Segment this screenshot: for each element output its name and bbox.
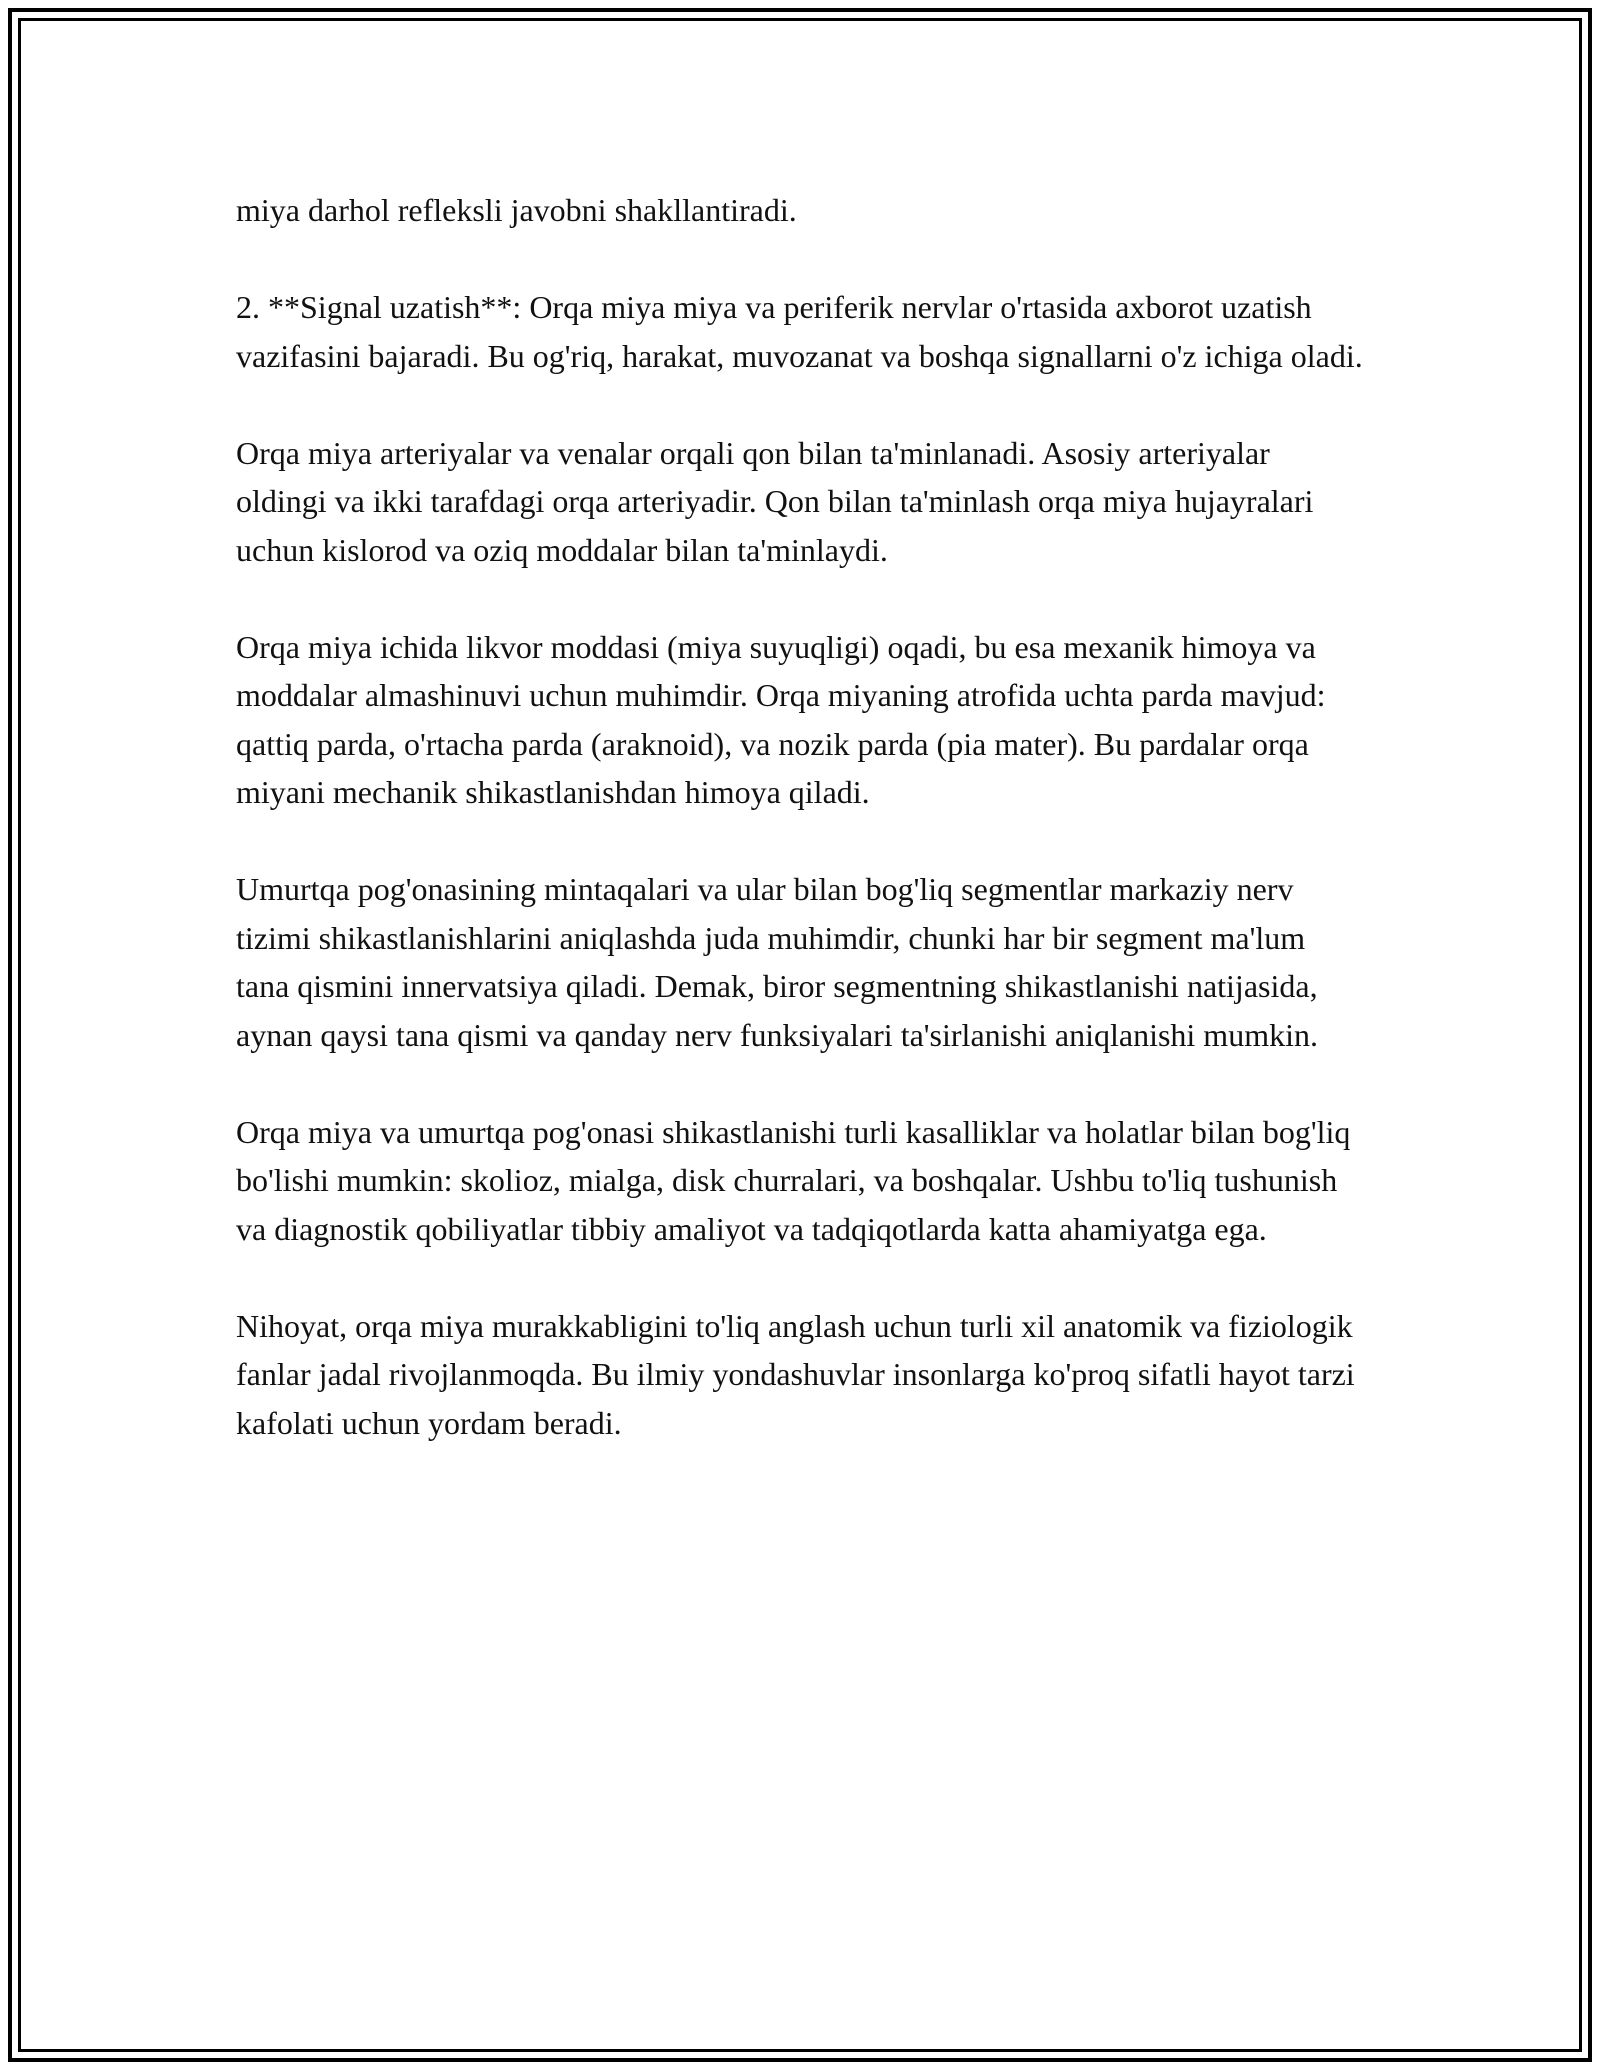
paragraph-signal-transmission: 2. **Signal uzatish**: Orqa miya miya va periferik nervlar o'rtasida axborot uzatish vazifasini bajaradi. Bu og'riq, harakat, muvozanat va boshqa signallarni o'z ichiga oladi. <box>236 289 1363 374</box>
paragraph-blood-supply: Orqa miya arteriyalar va venalar orqali qon bilan ta'minlanadi. Asosiy arteriyalar oldingi va ikki tarafdagi orqa arteriyadir. Qon bilan ta'minlash orqa miya hujayralari uchun kislorod va oziq moddalar bilan ta'minlaydi. <box>236 434 1314 568</box>
paragraph-cerebrospinal-fluid: Orqa miya ichida likvor moddasi (miya suyuqligi) oqadi, bu esa mexanik himoya va moddalar almashinuvi uchun muhimdir. Orqa miyaning atrofida uchta parda mavjud: qattiq parda, o'rtacha parda (araknoid), va nozik parda (pia mater). Bu pardalar orqa miyani mechanik shikastlanishdan himoya qiladi. <box>236 628 1326 810</box>
paragraph-spinal-segments: Umurtqa pog'onasining mintaqalari va ular bilan bog'liq segmentlar markaziy nerv tizimi shikastlanishlarini aniqlashda juda muhimdir, chunki har bir segment ma'lum tana qismini innervatsiya qiladi. Demak, biror segmentning shikastlanishi natijasida, aynan qaysi tana qismi va qanday nerv funksiyalari ta'sirlanishi aniqlanishi mumkin. <box>236 871 1318 1053</box>
paragraph-spinal-injuries: Orqa miya va umurtqa pog'onasi shikastlanishi turli kasalliklar va holatlar bilan bog'liq bo'lishi mumkin: skolioz, mialga, disk churralari, va boshqalar. Ushbu to'liq tushunish va diagnostik qobiliyatlar tibbiy amaliyot va tadqiqotlarda katta ahamiyatga ega. <box>236 1113 1351 1247</box>
paragraph-conclusion: Nihoyat, orqa miya murakkabligini to'liq anglash uchun turli xil anatomik va fiziologik fanlar jadal rivojlanmoqda. Bu ilmiy yondashuvlar insonlarga ko'proq sifatli hayot tarzi kafolati uchun yordam beradi. <box>236 1307 1355 1441</box>
document-body <box>236 186 1366 1447</box>
paragraph-reflex-continuation: miya darhol refleksli javobni shakllantiradi. <box>236 192 797 228</box>
